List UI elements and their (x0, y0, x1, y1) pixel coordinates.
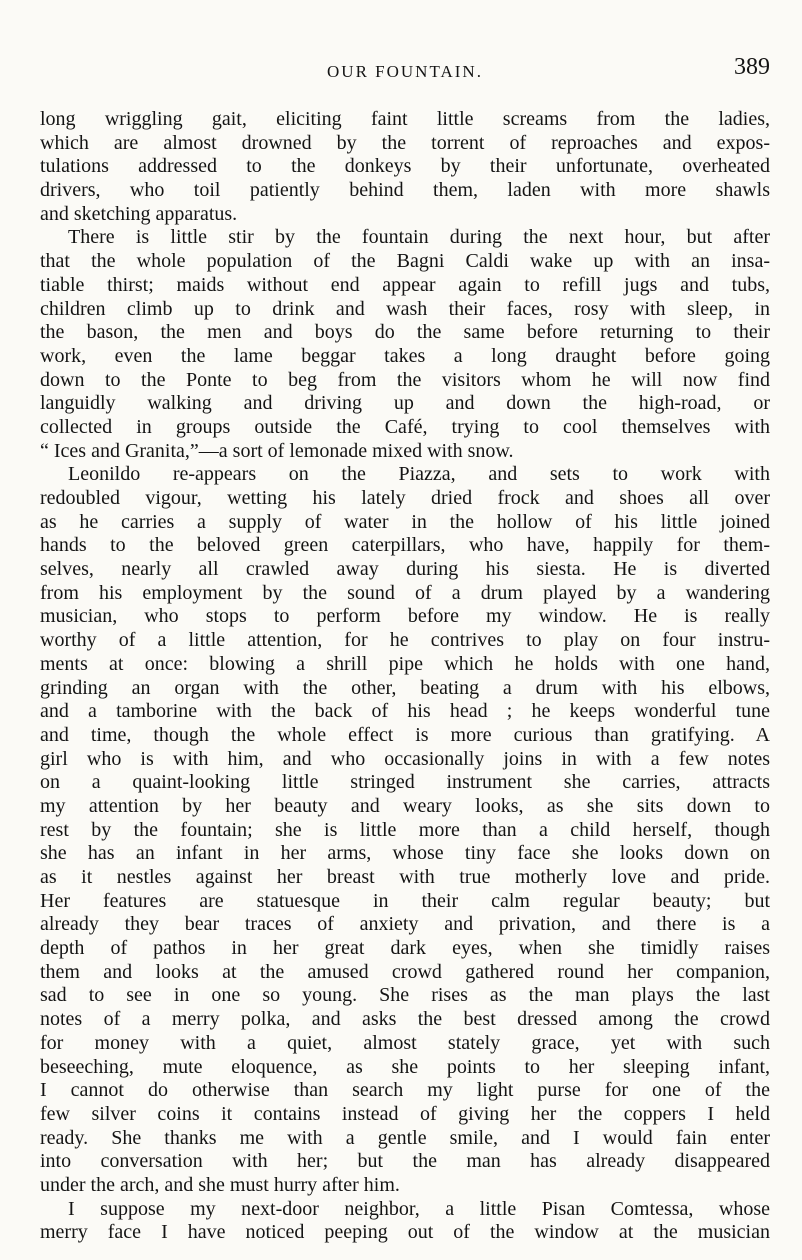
running-header (40, 50, 770, 90)
text-line: I cannot do otherwise than search my light purse for one of the (40, 1079, 770, 1102)
text-line: few silver coins it contains instead of giving her the coppers I held (40, 1102, 770, 1125)
text-line: and sketching apparatus. (40, 202, 238, 225)
text-line: into conversation with her; but the man has already disappeared (40, 1150, 770, 1173)
text-line: tiable thirst; maids without end appear again to refill jugs and tubs, (40, 273, 770, 296)
text-line: redoubled vigour, wetting his lately dried frock and shoes all over (40, 487, 770, 509)
text-line: musician, who stops to perform before my window. He is really (40, 605, 770, 628)
text-line: depth of pathos in her great dark eyes, when she timidly raises (40, 937, 770, 960)
text-line: that the whole population of the Bagni Caldi wake up with an insa- (40, 250, 770, 273)
text-line: the bason, the men and boys do the same before returning to their (40, 321, 770, 344)
text-line: and time, though the whole effect is more curious than gratifying. A (40, 723, 770, 746)
text-line: already they bear traces of anxiety and privation, and there is a (40, 913, 770, 936)
text-line: “ Ices and Granita,”—a sort of lemonade mixed with snow. (40, 439, 514, 462)
paragraph-start-line: I suppose my next-door neighbor, a little Pisan Comtessa, whose (68, 1197, 770, 1220)
text-line: ready. She thanks me with a gentle smile, and I would fain enter (40, 1126, 770, 1149)
book-page (40, 50, 770, 1250)
text-line: notes of a merry polka, and asks the best dressed among the crowd (40, 1008, 770, 1031)
text-line: collected in groups outside the Café, trying to cool themselves with (40, 415, 770, 438)
page-number: 389 (734, 54, 770, 80)
text-line: ments at once: blowing a shrill pipe which he holds with one hand, (40, 652, 770, 675)
text-line: hands to the beloved green caterpillars, who have, happily for them- (40, 534, 770, 557)
text-line: Her features are statuesque in their calm regular beauty; but (40, 889, 770, 912)
text-line: under the arch, and she must hurry after him. (40, 1173, 400, 1196)
text-line: which are almost drowned by the torrent of reproaches and expos- (40, 131, 770, 154)
body-text (40, 108, 770, 1245)
text-line: down to the Ponte to beg from the visitors whom he will now find (40, 368, 770, 391)
text-line: for money with a quiet, almost stately grace, yet with such (40, 1031, 770, 1054)
text-line: drivers, who toil patiently behind them, laden with more shawls (40, 179, 770, 202)
text-line: she has an infant in her arms, whose tiny face she looks down on (40, 842, 770, 865)
text-line: worthy of a little attention, for he contrives to play on four instru- (40, 629, 770, 652)
text-line: children climb up to drink and wash their faces, rosy with sleep, in (40, 297, 770, 320)
text-line: tulations addressed to the donkeys by their unfortunate, overheated (40, 155, 770, 178)
text-line: merry face I have noticed peeping out of the window at the musician (40, 1221, 770, 1244)
text-line: rest by the fountain; she is little more than a child herself, though (40, 818, 770, 841)
text-line: my attention by her beauty and weary looks, as she sits down to (40, 794, 770, 817)
paragraph-start-line: There is little stir by the fountain during the next hour, but after (68, 226, 770, 249)
text-line: them and looks at the amused crowd gathered round her companion, (40, 960, 770, 983)
text-line: as it nestles against her breast with true motherly love and pride. (40, 866, 770, 888)
running-title: OUR FOUNTAIN. (327, 62, 483, 81)
text-line: selves, nearly all crawled away during his siesta. He is diverted (40, 558, 770, 581)
text-line: on a quaint-looking little stringed instrument she carries, attracts (40, 771, 770, 794)
text-line: long wriggling gait, eliciting faint little screams from the ladies, (40, 108, 770, 130)
text-line: from his employment by the sound of a drum played by a wandering (40, 581, 770, 604)
text-line: grinding an organ with the other, beating a drum with his elbows, (40, 676, 770, 699)
text-line: girl who is with him, and who occasionally joins in with a few notes (40, 747, 770, 770)
text-line: and a tamborine with the back of his head ; he keeps wonderful tune (40, 700, 770, 723)
text-line: sad to see in one so young. She rises as the man plays the last (40, 984, 770, 1007)
text-line: work, even the lame beggar takes a long draught before going (40, 344, 770, 367)
text-line: beseeching, mute eloquence, as she points to her sleeping infant, (40, 1055, 770, 1078)
paragraph-start-line: Leonildo re-appears on the Piazza, and sets to work with (68, 463, 770, 486)
text-line: as he carries a supply of water in the hollow of his little joined (40, 510, 770, 533)
text-line: languidly walking and driving up and down the high-road, or (40, 392, 770, 415)
